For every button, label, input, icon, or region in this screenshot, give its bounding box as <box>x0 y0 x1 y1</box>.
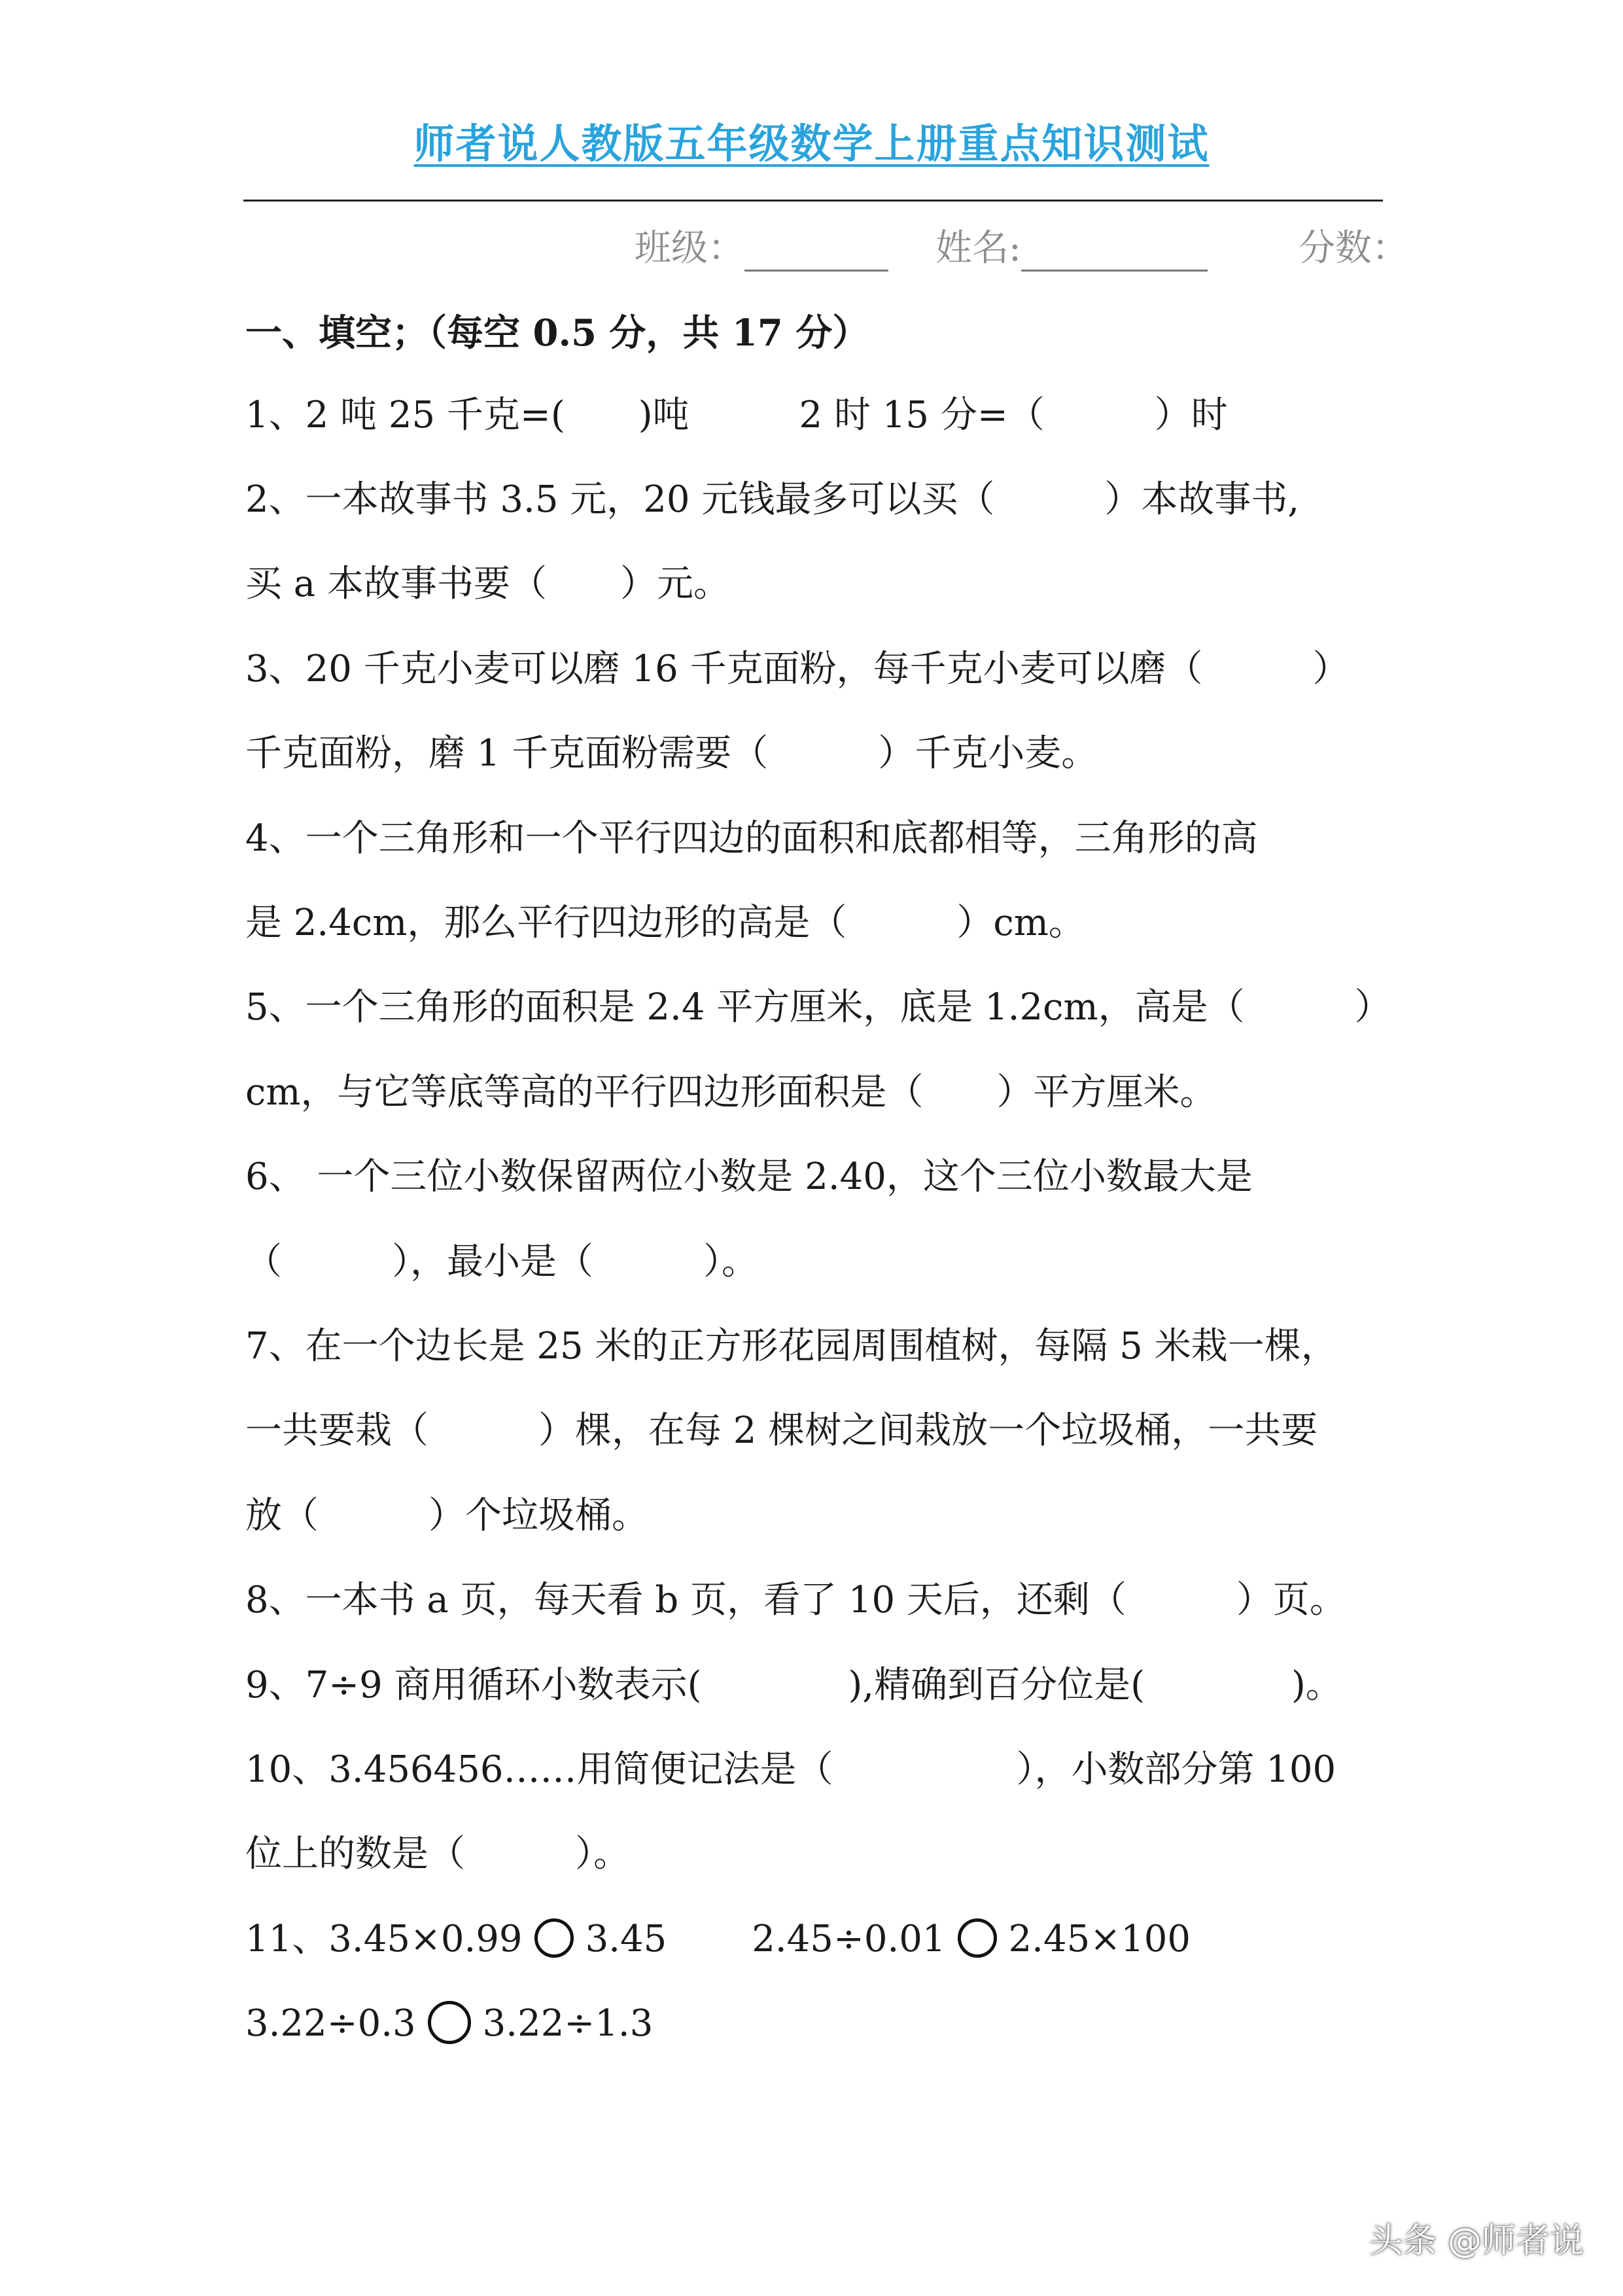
compare-circle-1[interactable] <box>534 1918 574 1958</box>
q11-label: 11、 <box>245 1918 329 1960</box>
question-7-line-2: 一共要栽（ ）棵，在每 2 棵树之间栽放一个垃圾桶，一共要 <box>245 1409 1318 1452</box>
score-label: 分数： <box>1299 227 1408 270</box>
question-4-line-1: 4、一个三角形和一个平行四边的面积和底都相等，三角形的高 <box>245 817 1258 860</box>
info-line <box>0 219 1623 272</box>
question-11-line-1 <box>245 1913 1191 1966</box>
question-2-line-1: 2、一本故事书 3.5 元，20 元钱最多可以买（ ）本故事书, <box>245 478 1300 521</box>
score-field <box>1299 219 1408 272</box>
q11-c3-right: 3.22÷1.3 <box>482 2002 654 2045</box>
class-blank[interactable] <box>744 236 888 272</box>
question-10-line-2: 位上的数是（ ）。 <box>245 1833 630 1875</box>
q11-c3-left: 3.22÷0.3 <box>245 2002 416 2045</box>
name-field <box>935 219 1208 272</box>
question-7-line-3: 放（ ）个垃圾桶。 <box>245 1494 648 1537</box>
question-7-line-1: 7、在一个边长是 25 米的正方形花园周围植树，每隔 5 米栽一棵， <box>245 1325 1338 1368</box>
q11-c2-left: 2.45÷0.01 <box>752 1918 946 1960</box>
question-6-line-1: 6、 一个三位小数保留两位小数是 2.40，这个三位小数最大是 <box>245 1156 1253 1198</box>
q11-c1-left: 3.45×0.99 <box>328 1918 523 1960</box>
class-field <box>635 219 888 272</box>
question-3-line-2: 千克面粉，磨 1 千克面粉需要（ ）千克小麦。 <box>245 732 1098 775</box>
watermark: 头条 @师者说 <box>1369 2221 1584 2261</box>
question-5-line-1: 5、一个三角形的面积是 2.4 平方厘米，底是 1.2cm，高是（ ） <box>245 986 1391 1029</box>
name-blank[interactable] <box>1021 236 1208 272</box>
question-8: 8、一本书 a 页，每天看 b 页，看了 10 天后，还剩（ ）页。 <box>245 1579 1346 1621</box>
question-10-line-1: 10、3.456456……用简便记法是（ ），小数部分第 100 <box>245 1748 1336 1791</box>
header-rule <box>243 200 1383 202</box>
compare-circle-3[interactable] <box>428 2001 471 2044</box>
page-title: 师者说人教版五年级数学上册重点知识测试 <box>413 120 1210 168</box>
q11-c2-right: 2.45×100 <box>1008 1918 1191 1960</box>
section-heading: 一、填空；（每空 0.5 分，共 17 分） <box>245 311 869 355</box>
question-3-line-1: 3、20 千克小麦可以磨 16 千克面粉，每千克小麦可以磨（ ） <box>245 648 1350 690</box>
question-1: 1、2 吨 25 千克=( )吨 2 时 15 分=（ ）时 <box>245 394 1228 436</box>
q11-c1-right: 3.45 <box>585 1918 667 1960</box>
question-6-line-2: （ ），最小是（ ）。 <box>245 1241 758 1283</box>
compare-circle-2[interactable] <box>958 1918 997 1958</box>
name-label: 姓名: <box>935 227 1021 270</box>
class-label: 班级： <box>635 227 744 270</box>
question-5-line-2: cm，与它等底等高的平行四边形面积是（ ）平方厘米。 <box>245 1071 1217 1114</box>
question-11-line-2 <box>245 1998 653 2050</box>
question-4-line-2: 是 2.4cm，那么平行四边形的高是（ ）cm。 <box>245 902 1085 944</box>
question-9: 9、7÷9 商用循环小数表示( ),精确到百分位是( )。 <box>245 1664 1342 1706</box>
question-2-line-2: 买 a 本故事书要（ ）元。 <box>245 563 730 605</box>
